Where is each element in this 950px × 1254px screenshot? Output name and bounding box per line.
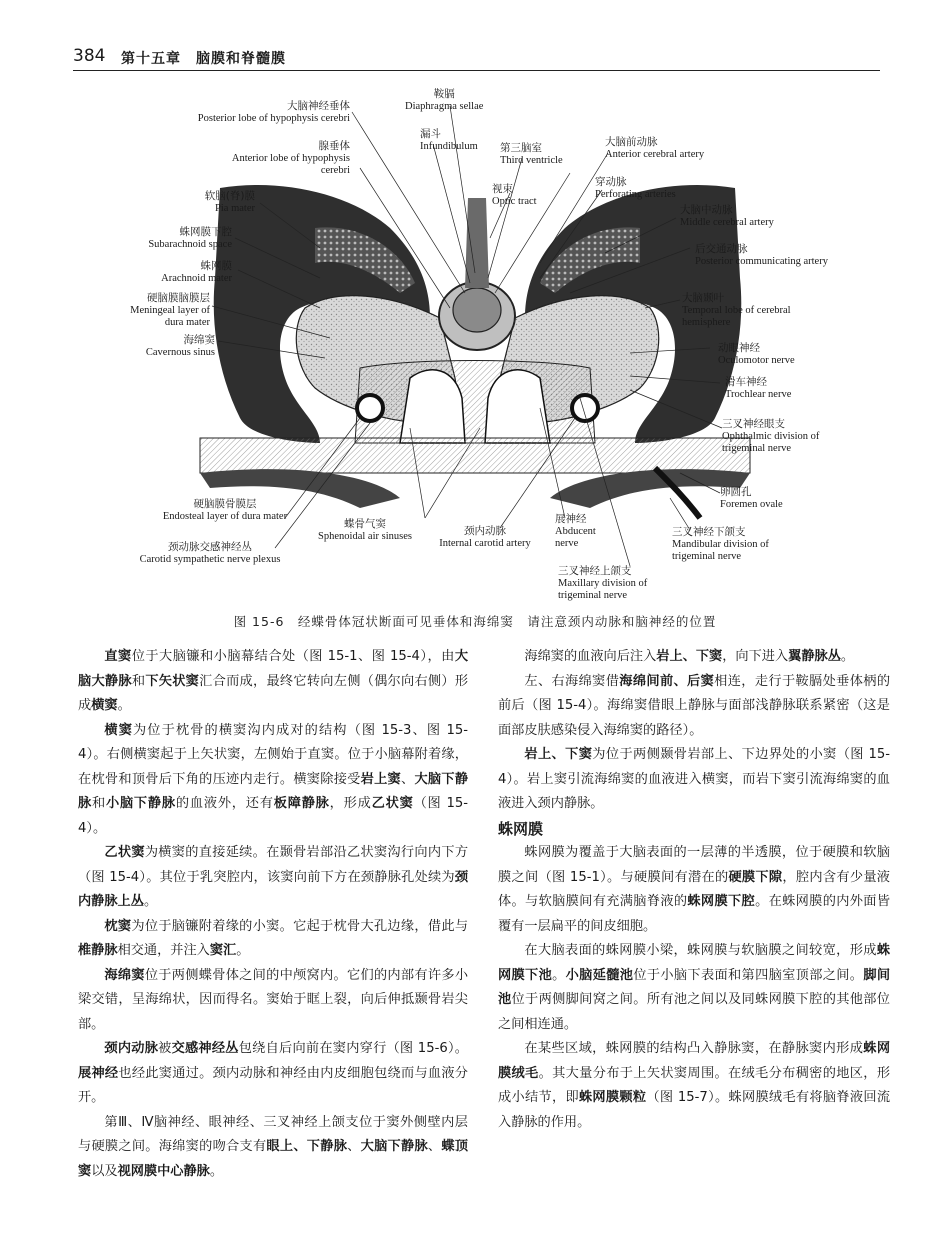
label-anterior-lobe: 腺垂体 Anterior lobe of hypophysis cerebri <box>231 140 350 176</box>
bold-term: 小脑延髓池 <box>565 967 634 983</box>
label-endosteal-layer: 硬脑膜骨膜层 Endosteal layer of dura mater <box>162 498 288 522</box>
label-subarachnoid-space: 蛛网膜下腔 Subarachnoid space <box>148 226 232 250</box>
text-run: ，向下进入 <box>722 649 789 664</box>
section-paragraph <box>498 1037 890 1135</box>
bold-term: 岩上、下窦 <box>524 747 593 762</box>
bold-term: 蛛网膜下腔 <box>687 894 756 909</box>
label-meningeal-layer: 硬脑膜脑膜层 Meningeal layer of dura mater <box>130 292 210 328</box>
bold-term: 下矢状窦 <box>145 673 200 689</box>
label-optic-tract: 视束 Optic tract <box>492 183 537 207</box>
label-carotid-sympathetic-plexus: 颈动脉交感神经丛 Carotid sympathetic nerve plexus <box>139 541 281 565</box>
text-run: 海绵窦的血液向后注入 <box>524 649 657 664</box>
bold-term: 大脑大静脉 <box>78 649 468 689</box>
right-paragraph <box>498 743 890 817</box>
label-arachnoid-mater: 蛛网膜 Arachnoid mater <box>161 260 232 284</box>
left-paragraph <box>78 1111 468 1185</box>
bold-term: 眼上、下静脉 <box>266 1139 348 1154</box>
text-run: 第Ⅲ、Ⅳ脑神经、眼神经、三叉神经上颌支位于窦外侧壁内层与硬膜之间。海绵窦的吻合支有 <box>78 1114 468 1154</box>
bold-term: 蛛网膜绒毛 <box>498 1041 891 1081</box>
label-trochlear-nerve: 滑车神经 Trochlear nerve <box>725 376 792 400</box>
text-run: 为位于两侧颞骨岩部上、下边界处的小窦（图 15-4）。岩上窦引流海绵窦的血液进入横窦，而岩下窦引流海绵窦的血液进入颈内静脉。 <box>498 747 891 811</box>
text-run: 。其大量分布于上矢状窦周围。在绒毛分布稠密的地区，形成小结节，即 <box>498 1065 891 1105</box>
bold-term: 视网膜中心静脉 <box>117 1163 210 1179</box>
text-run: 汇合而成，最终它转向左侧（偶尔向右侧）形成 <box>78 673 469 713</box>
bold-term: 翼静脉丛 <box>788 649 841 664</box>
text-run: 包绕自后向前在窦内穿行（图 15-6）。 <box>238 1041 468 1056</box>
bold-term: 硬膜下隙 <box>728 869 783 885</box>
label-temporal-lobe: 大脑颞叶 Temporal lobe of cerebral hemisphere <box>682 292 791 328</box>
text-run: 以及 <box>91 1163 118 1179</box>
bold-term: 横窦 <box>91 698 118 713</box>
left-paragraph <box>78 645 468 719</box>
label-third-ventricle: 第三脑室 Third ventricle <box>500 142 563 166</box>
page-number: 384 <box>73 46 106 66</box>
text-run: 相连，走行于鞍膈处垂体柄的前后（图 15-4）。海绵窦借眼上静脉与面部浅静脉联系紧密（这是面部皮肤感染侵入海绵窦的路径）。 <box>498 673 891 738</box>
label-infundibulum: 漏斗 Infundibulum <box>420 128 478 152</box>
label-mandibular-division: 三叉神经下颌支 Mandibular division of trigeminal nerve <box>672 526 769 562</box>
bold-term: 海绵间前、后窦 <box>619 673 715 689</box>
text-run: 在某些区域，蛛网膜的结构凸入静脉窦，在静脉窦内形成 <box>524 1041 864 1056</box>
text-run: 为位于脑镰附着缘的小窦。它起于枕骨大孔边缘，借此与 <box>131 918 469 934</box>
bold-term: 蝶顶窦 <box>78 1139 469 1179</box>
bold-term: 颈内动脉 <box>104 1041 159 1056</box>
bold-term: 枕窦 <box>104 918 132 934</box>
bold-term: 岩上、下窦 <box>656 649 723 664</box>
right-paragraph <box>498 645 890 670</box>
bold-term: 蛛网膜颗粒 <box>578 1090 647 1105</box>
text-run: 、 <box>400 771 415 787</box>
label-diaphragma-sellae: 鞍膈 Diaphragma sellae <box>405 88 484 112</box>
label-perforating-arteries: 穿动脉 Perforating arteries <box>595 176 676 200</box>
text-run: 为位于枕骨的横窦沟内成对的结构（图 15-3、图 15-4）。右侧横窦起于上矢状窦，左侧始于直窦。位于小脑幕附着缘，在枕骨和顶骨后下角的压迹内走行。横窦除接受 <box>78 722 468 787</box>
text-run: 。 <box>236 943 250 958</box>
bold-term: 脚间池 <box>498 967 891 1007</box>
bold-term: 直窦 <box>104 649 132 664</box>
bold-term: 板障静脉 <box>273 796 330 811</box>
label-posterior-lobe: 大脑神经垂体 Posterior lobe of hypophysis cerebri <box>197 100 350 124</box>
right-paragraph <box>498 670 890 744</box>
text-run: 蛛网膜为覆盖于大脑表面的一层薄的半透膜，位于硬膜和软脑膜之间（图 15-1）。与硬膜间有潜在的 <box>498 845 890 885</box>
text-run: 相交通，并注入 <box>117 943 210 958</box>
text-run: 位于小脑下表面和第四脑室顶部之间。 <box>633 967 864 983</box>
text-run: 。 <box>552 967 566 983</box>
section-heading-arachnoid: 蛛网膜 <box>498 819 544 838</box>
text-run: 。 <box>117 698 131 713</box>
text-run: 。 <box>840 649 855 664</box>
text-run: 、 <box>347 1139 361 1154</box>
bold-term: 蛛网膜下池 <box>498 943 890 983</box>
label-sphenoidal-air-sinuses: 蝶骨气窦 Sphenoidal air sinuses <box>318 518 412 542</box>
label-anterior-cerebral-artery: 大脑前动脉 Anterior cerebral artery <box>605 136 705 160</box>
bold-term: 大脑下静脉 <box>360 1139 428 1154</box>
label-oculomotor-nerve: 动眼神经 Oculomotor nerve <box>718 342 795 366</box>
text-run: 。在蛛网膜的内外面皆覆有一层扁平的间皮细胞。 <box>498 894 891 934</box>
bold-term: 海绵窦 <box>104 967 145 983</box>
anatomy-figure <box>70 78 880 608</box>
left-paragraph <box>78 841 468 915</box>
chapter-title: 第十五章 脑膜和脊髓膜 <box>121 51 286 67</box>
section-paragraph <box>498 841 890 939</box>
bold-term: 颈内静脉上丛 <box>78 869 468 909</box>
text-run: 在大脑表面的蛛网膜小梁，蛛网膜与软脑膜之间较宽，形成 <box>524 943 877 958</box>
bold-term: 椎静脉 <box>78 943 118 958</box>
left-paragraph <box>78 915 468 964</box>
label-internal-carotid-artery: 颈内动脉 Internal carotid artery <box>439 525 531 549</box>
bold-term: 窦汇 <box>209 943 237 958</box>
bold-term: 展神经 <box>78 1065 119 1081</box>
text-run: （图 15-4）。 <box>78 796 469 836</box>
left-paragraph <box>78 1037 468 1111</box>
text-run: 为横窦的直接延续。在颞骨岩部沿乙状窦沟行向内下方（图 15-4）。其位于乳突腔内，该窦向前下方在颈静脉孔处续为 <box>78 845 469 885</box>
text-run: 和 <box>91 796 106 811</box>
label-abducent-nerve: 展神经 Abducent nerve <box>555 513 596 549</box>
bold-term: 大脑下静脉 <box>78 771 469 811</box>
label-cavernous-sinus: 海绵窦 Cavernous sinus <box>145 334 215 358</box>
text-run: 位于两侧脚间窝之间。所有池之间以及同蛛网膜下腔的其他部位之间相连通。 <box>498 992 890 1032</box>
text-run: ，形成 <box>329 796 372 811</box>
text-run: ，腔内含有少量液体。与软脑膜间有充满脑脊液的 <box>498 869 890 909</box>
running-head <box>73 42 880 71</box>
text-run: 和 <box>131 673 146 689</box>
text-run: 的血液外，还有 <box>175 796 274 811</box>
text-run: 、 <box>427 1139 442 1154</box>
text-run: （图 15-7）。蛛网膜绒毛有将脑脊液回流入静脉的作用。 <box>498 1090 891 1130</box>
text-run: 。 <box>143 894 158 909</box>
bold-term: 横窦 <box>104 722 133 738</box>
left-paragraph <box>78 964 468 1038</box>
label-middle-cerebral-artery: 大脑中动脉 Middle cerebral artery <box>680 204 774 228</box>
left-paragraph <box>78 719 468 842</box>
figure-caption: 图 15-6 经蝶骨体冠状断面可见垂体和海绵窦 请注意颈内动脉和脑神经的位置 <box>233 614 717 629</box>
left-text-column <box>78 645 468 1184</box>
bold-term: 岩上窦 <box>360 771 401 787</box>
text-run: 。 <box>209 1163 224 1179</box>
label-posterior-communicating-artery: 后交通动脉 Posterior communicating artery <box>695 243 828 267</box>
bold-term: 小脑下静脉 <box>105 796 176 811</box>
section-paragraph <box>498 939 890 1037</box>
right-text-column <box>498 645 890 1135</box>
text-run: 位于两侧蝶骨体之间的中颅窝内。它们的内部有许多小梁交错，呈海绵状，因而得名。窦始于眶上裂，向后伸抵颞骨岩尖部。 <box>78 967 469 1032</box>
label-ophthalmic-division: 三叉神经眼支 Ophthalmic division of trigeminal nerve <box>722 418 820 454</box>
text-run: 左、右海绵窦借 <box>524 673 620 689</box>
text-run: 也经此窦通过。颈内动脉和神经由内皮细胞包绕而与血液分开。 <box>78 1065 468 1105</box>
bold-term: 乙状窦 <box>371 796 414 811</box>
label-maxillary-division: 三叉神经上颌支 Maxillary division of trigeminal nerve <box>558 565 648 601</box>
label-foramen-ovale: 卵圆孔 Foremen ovale <box>720 486 783 510</box>
bold-term: 交感神经丛 <box>171 1041 239 1056</box>
text-run: 被 <box>158 1041 172 1056</box>
bold-term: 乙状窦 <box>104 845 145 860</box>
text-run: 位于大脑镰和小脑幕结合处（图 15-1、图 15-4），由 <box>131 649 455 664</box>
label-pia-mater: 软脑(脊)膜 Pia mater <box>204 190 255 214</box>
